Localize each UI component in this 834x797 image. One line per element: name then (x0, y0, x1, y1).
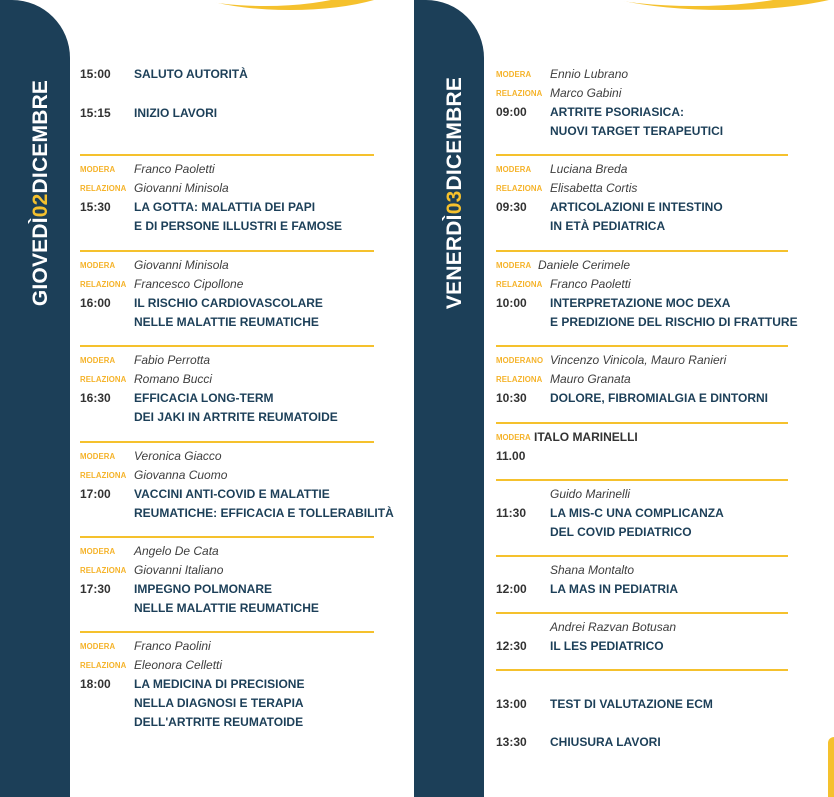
moderator-name: Ennio Lubrano (550, 67, 629, 81)
role-label: RELAZIONA (80, 375, 127, 384)
session-title: LA GOTTA: MALATTIA DEI PAPI (134, 200, 316, 214)
session-title: LA MIS-C UNA COMPLICANZA (550, 506, 724, 520)
moderator-name: Vincenzo Vinicola, Mauro Ranieri (550, 353, 727, 367)
moderator-name: Angelo De Cata (134, 544, 219, 558)
session-title: DEI JAKI IN ARTRITE REUMATOIDE (134, 410, 338, 424)
session-time: 17:00 (80, 487, 111, 501)
program-panel-day-1 (0, 0, 414, 797)
separator-line (496, 479, 788, 481)
session-time: 16:00 (80, 296, 111, 310)
speaker-name: Eleonora Celletti (134, 658, 223, 672)
session-title: DOLORE, FIBROMIALGIA E DINTORNI (550, 391, 768, 405)
session-title: DEL COVID PEDIATRICO (550, 525, 692, 539)
separator-line (80, 441, 374, 443)
role-label: MODERA (80, 642, 116, 651)
role-label: MODERA (80, 261, 116, 270)
speaker-name: Elisabetta Cortis (550, 181, 638, 195)
separator-line (496, 612, 788, 614)
session-title: LA MEDICINA DI PRECISIONE (134, 677, 305, 691)
separator-line (80, 250, 374, 252)
session-title: IMPEGNO POLMONARE (134, 582, 273, 596)
role-label: RELAZIONA (496, 184, 543, 193)
speaker-name: Francesco Cipollone (134, 277, 244, 291)
session-time: 15:15 (80, 106, 111, 120)
role-label: RELAZIONA (496, 280, 543, 289)
day-heading: VENERDÌ03DICEMBRE (443, 76, 466, 310)
speaker-name: Franco Paoletti (550, 277, 631, 291)
decorative-corner (828, 737, 834, 797)
role-label: MODERA (80, 165, 116, 174)
role-label: MODERA (496, 70, 532, 79)
role-label: RELAZIONA (80, 184, 127, 193)
speaker-name: Marco Gabini (550, 86, 622, 100)
moderator-name: Franco Paoletti (134, 162, 215, 176)
session-title: INIZIO LAVORI (134, 106, 218, 120)
role-label: MODERA (80, 452, 116, 461)
session-title: ARTRITE PSORIASICA: (550, 105, 685, 119)
session-time: 16:30 (80, 391, 111, 405)
session-title: E PREDIZIONE DEL RISCHIO DI FRATTURE (550, 315, 798, 329)
speaker-name: Giovanni Minisola (134, 181, 229, 195)
role-label: MODERA (496, 165, 532, 174)
role-label: MODERA (80, 547, 116, 556)
session-title: E DI PERSONE ILLUSTRI E FAMOSE (134, 219, 343, 233)
moderator-name: Giovanni Minisola (134, 258, 229, 272)
separator-line (80, 536, 374, 538)
session-time: 10:30 (496, 391, 527, 405)
session-time: 09:30 (496, 200, 527, 214)
role-label: RELAZIONA (80, 661, 127, 670)
role-label: RELAZIONA (80, 471, 127, 480)
session-title: IN ETÀ PEDIATRICA (550, 219, 666, 233)
session-title: NELLE MALATTIE REUMATICHE (134, 601, 319, 615)
role-label: RELAZIONA (496, 375, 543, 384)
role-label: MODERANO (496, 356, 544, 365)
role-label: MODERA (80, 356, 116, 365)
session-title: NELLA DIAGNOSI E TERAPIA (134, 696, 304, 710)
role-label: RELAZIONA (80, 280, 127, 289)
speaker-name: Giovanni Italiano (134, 563, 224, 577)
session-title: INTERPRETAZIONE MOC DEXA (550, 296, 731, 310)
moderator-name: Fabio Perrotta (134, 353, 211, 367)
session-title: DELL'ARTRITE REUMATOIDE (134, 715, 304, 729)
session-time: 15:00 (80, 67, 111, 81)
separator-line (80, 345, 374, 347)
session-title: CHIUSURA LAVORI (550, 735, 661, 749)
session-time: 13:00 (496, 697, 527, 711)
session-title: LA MAS IN PEDIATRIA (550, 582, 678, 596)
session-time: 12:00 (496, 582, 527, 596)
moderator-name: Veronica Giacco (134, 449, 222, 463)
speaker-name: Andrei Razvan Botusan (550, 620, 677, 634)
separator-line (80, 154, 374, 156)
session-title: ARTICOLAZIONI E INTESTINO (550, 200, 723, 214)
role-label: MODERA (496, 433, 531, 442)
speaker-name: Romano Bucci (134, 372, 213, 386)
separator-line (496, 422, 788, 424)
session-title: SALUTO AUTORITÀ (134, 67, 248, 81)
speaker-name: Shana Montalto (550, 563, 635, 577)
session-time: 17:30 (80, 582, 111, 596)
program-panel-day-2 (414, 0, 834, 797)
session-title: IL RISCHIO CARDIOVASCOLARE (134, 296, 323, 310)
day-heading: GIOVEDÌ02DICEMBRE (29, 79, 52, 307)
session-title: NELLE MALATTIE REUMATICHE (134, 315, 319, 329)
speaker-name: Giovanna Cuomo (134, 468, 228, 482)
separator-line (496, 669, 788, 671)
session-title: VACCINI ANTI-COVID E MALATTIE (134, 487, 330, 501)
session-title: NUOVI TARGET TERAPEUTICI (550, 124, 724, 138)
separator-line (496, 345, 788, 347)
role-label: RELAZIONA (80, 566, 127, 575)
moderator-name: ITALO MARINELLI (534, 430, 638, 444)
session-time: 11.00 (496, 449, 526, 463)
separator-line (496, 555, 788, 557)
session-title: EFFICACIA LONG-TERM (134, 391, 274, 405)
speaker-name: Guido Marinelli (550, 487, 631, 501)
role-label: MODERA (496, 261, 532, 270)
moderator-name: Daniele Cerimele (538, 258, 631, 272)
session-time: 12:30 (496, 639, 527, 653)
speaker-name: Mauro Granata (550, 372, 631, 386)
session-time: 11:30 (496, 506, 527, 520)
moderator-name: Franco Paolini (134, 639, 211, 653)
session-time: 18:00 (80, 677, 111, 691)
separator-line (496, 154, 788, 156)
session-title: REUMATICHE: EFFICACIA E TOLLERABILITÀ (134, 506, 394, 520)
moderator-name: Luciana Breda (550, 162, 628, 176)
separator-line (80, 631, 374, 633)
session-title: IL LES PEDIATRICO (550, 639, 664, 653)
separator-line (496, 250, 788, 252)
session-time: 15:30 (80, 200, 111, 214)
session-time: 10:00 (496, 296, 527, 310)
session-title: TEST DI VALUTAZIONE ECM (550, 697, 713, 711)
session-time: 09:00 (496, 105, 527, 119)
role-label: RELAZIONA (496, 89, 543, 98)
session-time: 13:30 (496, 735, 527, 749)
